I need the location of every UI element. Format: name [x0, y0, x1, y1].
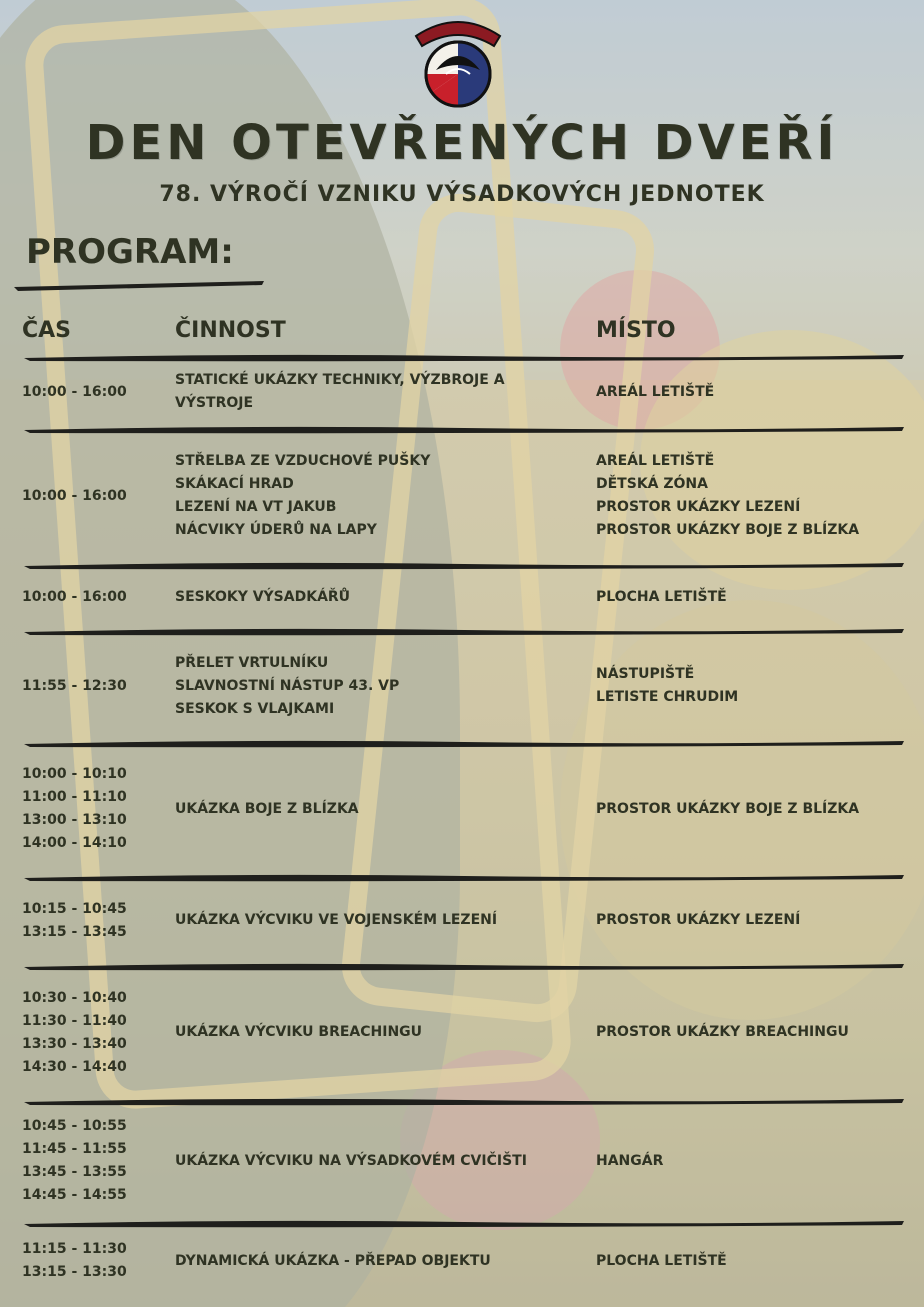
time-cell [22, 898, 162, 944]
time-cell [22, 675, 162, 698]
time-cell-line: 11:00 - 11:10 [22, 789, 127, 805]
regiment-emblem [410, 12, 506, 112]
activity-cell [175, 586, 575, 609]
activity-cell-line: SESKOKY VÝSADKÁŘŮ [175, 589, 351, 605]
column-header-activity: ČINNOST [175, 318, 286, 343]
place-cell [596, 450, 906, 542]
activity-cell-line: UKÁZKA BOJE Z BLÍZKA [175, 801, 359, 817]
activity-cell-line: STŘELBA ZE VZDUCHOVÉ PUŠKY [175, 453, 431, 469]
time-cell-line: 10:30 - 10:40 [22, 990, 127, 1006]
place-cell-line: PROSTOR UKÁZKY BOJE Z BLÍZKA [596, 522, 860, 538]
activity-cell-line: STATICKÉ UKÁZKY TECHNIKY, VÝZBROJE A [175, 372, 505, 388]
activity-cell-line: SESKOK S VLAJKAMI [175, 701, 335, 717]
brush-stroke [14, 275, 264, 293]
page-title: DEN OTEVŘENÝCH DVEŘÍ [85, 115, 839, 171]
time-cell [22, 381, 162, 404]
row-divider-stroke [24, 870, 904, 884]
time-cell-line: 10:00 - 16:00 [22, 488, 127, 504]
activity-cell-line: SLAVNOSTNÍ NÁSTUP 43. VP [175, 678, 400, 694]
place-cell-line: HANGÁR [596, 1153, 664, 1169]
program-heading: PROGRAM: [26, 232, 234, 272]
place-cell-line: AREÁL LETIŠTĚ [596, 384, 715, 400]
activity-cell-line: UKÁZKA VÝCVIKU NA VÝSADKOVÉM CVIČIŠTI [175, 1153, 527, 1169]
time-cell-line: 13:45 - 13:55 [22, 1164, 127, 1180]
place-cell [596, 663, 906, 709]
activity-cell-line: UKÁZKA VÝCVIKU BREACHINGU [175, 1024, 423, 1040]
time-cell-line: 11:30 - 11:40 [22, 1013, 127, 1029]
column-header-place: MÍSTO [596, 318, 676, 343]
column-header-time: ČAS [22, 318, 72, 343]
place-cell-line: PLOCHA LETIŠTĚ [596, 1253, 727, 1269]
row-divider-stroke [24, 422, 904, 436]
row-divider-stroke [24, 624, 904, 638]
activity-cell-line: PŘELET VRTULNÍKU [175, 655, 329, 671]
place-cell [596, 798, 906, 821]
place-cell [596, 586, 906, 609]
time-cell-line: 13:15 - 13:30 [22, 1264, 127, 1280]
place-cell-line: LETISTE CHRUDIM [596, 689, 739, 705]
activity-cell [175, 450, 575, 542]
place-cell-line: PLOCHA LETIŠTĚ [596, 589, 727, 605]
place-cell [596, 1150, 906, 1173]
time-cell [22, 485, 162, 508]
activity-cell-line: UKÁZKA VÝCVIKU VE VOJENSKÉM LEZENÍ [175, 912, 498, 928]
place-cell-line: PROSTOR UKÁZKY BREACHINGU [596, 1024, 849, 1040]
time-cell-line: 13:00 - 13:10 [22, 812, 127, 828]
row-divider-stroke [24, 1216, 904, 1230]
time-cell-line: 10:00 - 16:00 [22, 384, 127, 400]
place-cell-line: PROSTOR UKÁZKY BOJE Z BLÍZKA [596, 801, 860, 817]
place-cell [596, 1250, 906, 1273]
activity-cell [175, 369, 575, 415]
place-cell-line: PROSTOR UKÁZKY LEZENÍ [596, 912, 801, 928]
row-divider-stroke [24, 1094, 904, 1108]
time-cell-line: 11:55 - 12:30 [22, 678, 127, 694]
place-cell-line: DĚTSKÁ ZÓNA [596, 476, 708, 492]
row-divider-stroke [24, 959, 904, 973]
place-cell-line: PROSTOR UKÁZKY LEZENÍ [596, 499, 801, 515]
place-cell-line: NÁSTUPIŠTĚ [596, 666, 695, 682]
activity-cell [175, 1021, 575, 1044]
time-cell-line: 10:00 - 10:10 [22, 766, 127, 782]
place-cell-line: AREÁL LETIŠTĚ [596, 453, 715, 469]
time-cell [22, 763, 162, 855]
row-divider-stroke [24, 350, 904, 364]
activity-cell-line: DYNAMICKÁ UKÁZKA - PŘEPAD OBJEKTU [175, 1253, 491, 1269]
time-cell-line: 10:15 - 10:45 [22, 901, 127, 917]
time-cell-line: 11:15 - 11:30 [22, 1241, 127, 1257]
time-cell-line: 11:45 - 11:55 [22, 1141, 127, 1157]
time-cell-line: 14:00 - 14:10 [22, 835, 127, 851]
time-cell-line: 10:00 - 16:00 [22, 589, 127, 605]
activity-cell [175, 909, 575, 932]
place-cell [596, 909, 906, 932]
time-cell-line: 13:30 - 13:40 [22, 1036, 127, 1052]
activity-cell [175, 1250, 575, 1273]
row-divider-stroke [24, 736, 904, 750]
activity-cell-line: SKÁKACÍ HRAD [175, 476, 294, 492]
time-cell-line: 14:30 - 14:40 [22, 1059, 127, 1075]
page-subtitle: 78. VÝROČÍ VZNIKU VÝSADKOVÝCH JEDNOTEK [159, 182, 765, 207]
time-cell [22, 1115, 162, 1207]
place-cell [596, 1021, 906, 1044]
activity-cell-line: NÁCVIKY ÚDERŮ NA LAPY [175, 522, 377, 538]
row-divider-stroke [24, 558, 904, 572]
time-cell-line: 14:45 - 14:55 [22, 1187, 127, 1203]
time-cell [22, 1238, 162, 1284]
time-cell-line: 13:15 - 13:45 [22, 924, 127, 940]
activity-cell-line: LEZENÍ NA VT JAKUB [175, 499, 337, 515]
time-cell [22, 586, 162, 609]
place-cell [596, 381, 906, 404]
activity-cell-line: VÝSTROJE [175, 395, 254, 411]
time-cell [22, 987, 162, 1079]
time-cell-line: 10:45 - 10:55 [22, 1118, 127, 1134]
activity-cell [175, 798, 575, 821]
activity-cell [175, 652, 575, 721]
activity-cell [175, 1150, 575, 1173]
